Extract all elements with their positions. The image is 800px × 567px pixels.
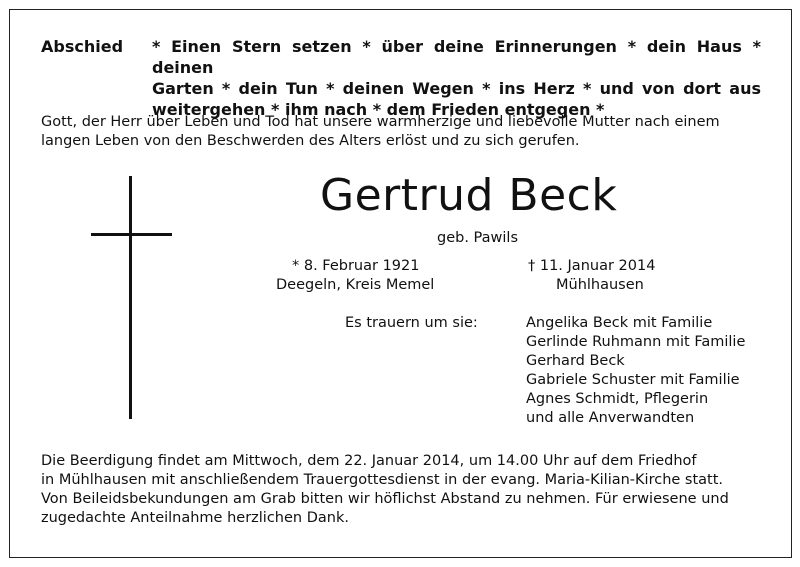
- death-date: † 11. Januar 2014: [528, 258, 656, 274]
- funeral-line: in Mühlhausen mit anschließendem Trauergottesdienst in der evang. Maria-Kilian-Kirche statt.: [41, 472, 724, 488]
- announcement-line: Gott, der Herr über Leben und Tod hat unsere warmherzige und liebevolle Mutter nach einem: [41, 114, 720, 130]
- intro-line: weitergehen * ihm nach * dem Frieden entgegen *: [152, 100, 605, 119]
- mourner: Gerlinde Ruhmann mit Familie: [526, 334, 746, 350]
- deceased-name: Gertrud Beck: [320, 170, 618, 221]
- funeral-line: Die Beerdigung findet am Mittwoch, dem 22. Januar 2014, um 14.00 Uhr auf dem Friedhof: [41, 453, 697, 469]
- mourners-list: [526, 314, 745, 428]
- intro-heading: Abschied: [41, 37, 124, 56]
- mourner: Angelika Beck mit Familie: [526, 315, 713, 331]
- mourner: Agnes Schmidt, Pflegerin: [526, 391, 709, 407]
- birth-place: Deegeln, Kreis Memel: [276, 277, 435, 293]
- intro-line: Garten * dein Tun * deinen Wegen * ins Herz * und von dort aus: [152, 79, 761, 98]
- funeral-text: [41, 452, 761, 528]
- announcement-text: [41, 113, 761, 151]
- funeral-line: Von Beileidsbekundungen am Grab bitten wir höflichst Abstand zu nehmen. Für erwiesene und: [41, 491, 729, 507]
- cross-icon: [129, 176, 132, 419]
- mourner: und alle Anverwandten: [526, 410, 695, 426]
- birth-date: * 8. Februar 1921: [292, 258, 420, 274]
- announcement-line: langen Leben von den Beschwerden des Alters erlöst und zu sich gerufen.: [41, 133, 580, 149]
- death-place: Mühlhausen: [556, 277, 644, 293]
- mourner: Gerhard Beck: [526, 353, 625, 369]
- funeral-line: zugedachte Anteilnahme herzlichen Dank.: [41, 510, 349, 526]
- mourning-label: Es trauern um sie:: [345, 315, 478, 331]
- born-name: geb. Pawils: [437, 230, 518, 246]
- cross-icon-bar: [91, 233, 172, 236]
- intro-text: [152, 36, 761, 120]
- intro-line: * Einen Stern setzen * über deine Erinnerungen * dein Haus * deinen: [152, 37, 761, 77]
- mourner: Gabriele Schuster mit Familie: [526, 372, 740, 388]
